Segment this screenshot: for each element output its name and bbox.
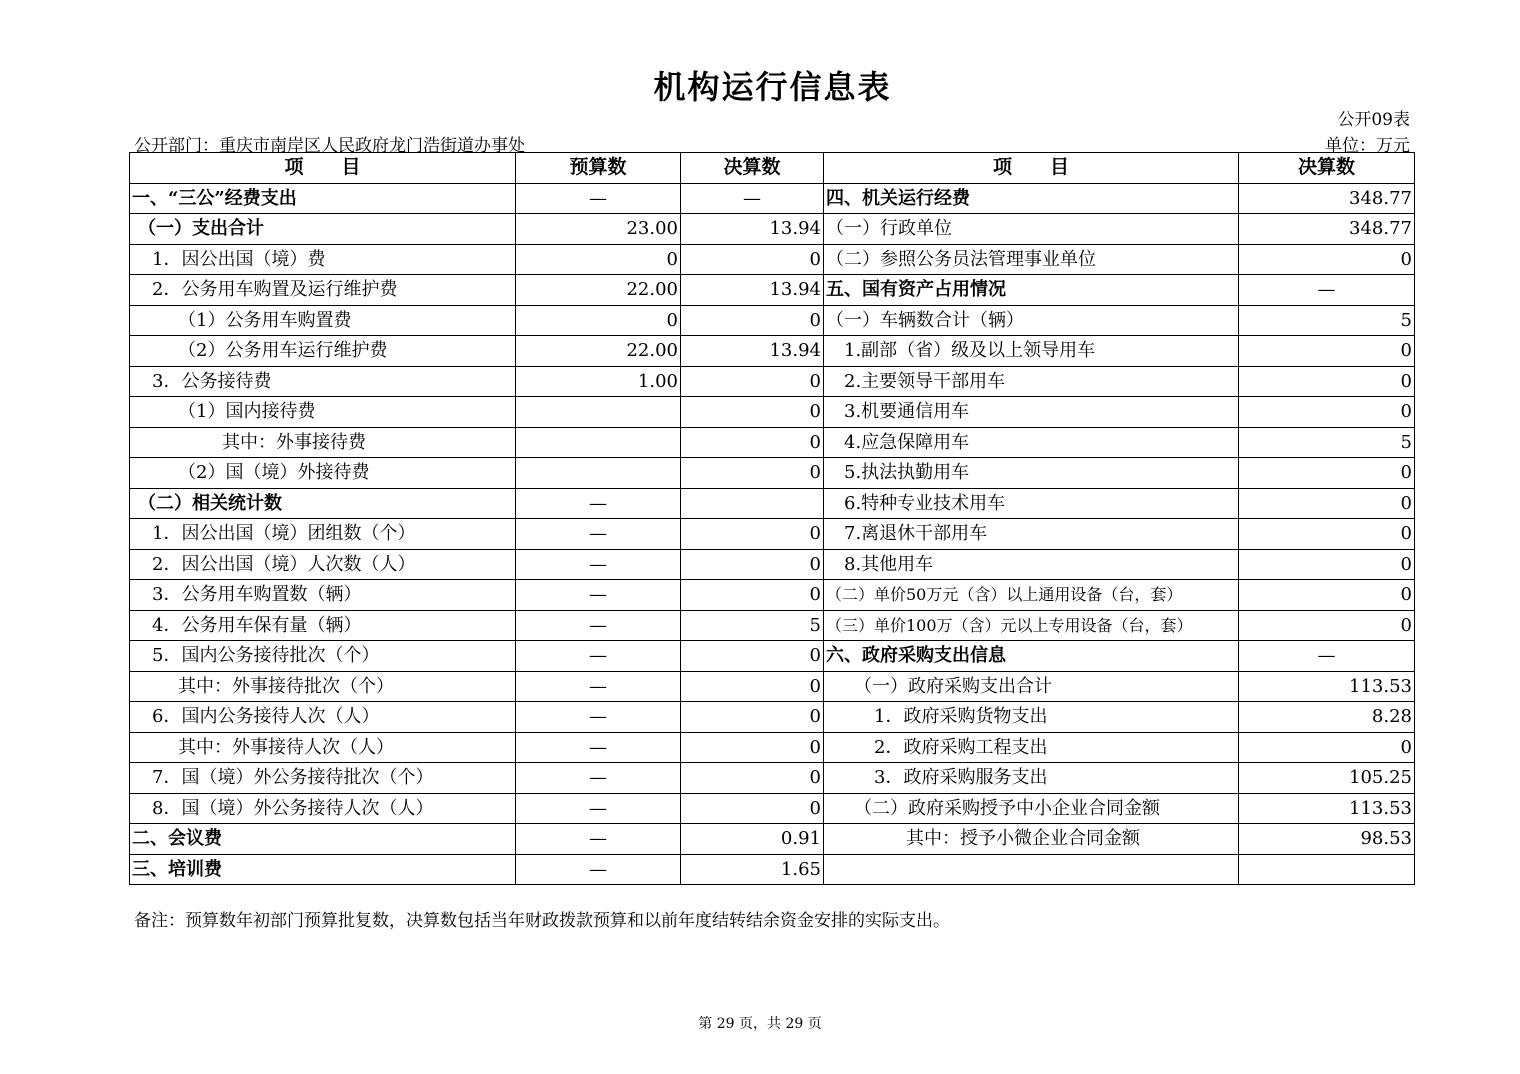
- budget-cell: —: [516, 763, 681, 794]
- budget-cell: —: [516, 824, 681, 855]
- table-row: [130, 793, 1415, 824]
- row-label-right: 1.副部（省）级及以上领导用车: [824, 336, 1239, 367]
- row-label-right: 五、国有资产占用情况: [824, 275, 1239, 306]
- final-cell-right: 0: [1239, 549, 1415, 580]
- row-label-right: 其中：授予小微企业合同金额: [824, 824, 1239, 855]
- table-row: [130, 458, 1415, 489]
- final-cell-right: 0: [1239, 336, 1415, 367]
- table-row: [130, 183, 1415, 214]
- budget-cell: [516, 427, 681, 458]
- table-row: [130, 610, 1415, 641]
- row-label-left: 其中：外事接待批次（个）: [130, 671, 516, 702]
- table-row: [130, 763, 1415, 794]
- row-label-left: 7．国（境）外公务接待批次（个）: [130, 763, 516, 794]
- budget-cell: —: [516, 793, 681, 824]
- final-cell-left: —: [681, 183, 824, 214]
- row-label-left: （一）支出合计: [130, 214, 516, 245]
- final-cell-right: 0: [1239, 610, 1415, 641]
- table-row: [130, 244, 1415, 275]
- row-label-left: （2）公务用车运行维护费: [130, 336, 516, 367]
- table-row: [130, 641, 1415, 672]
- table-row: [130, 732, 1415, 763]
- budget-cell: 23.00: [516, 214, 681, 245]
- final-cell-right: —: [1239, 275, 1415, 306]
- final-cell-left: 0: [681, 732, 824, 763]
- final-cell-left: [681, 488, 824, 519]
- final-cell-left: 0: [681, 641, 824, 672]
- table-row: [130, 336, 1415, 367]
- row-label-right: （二）参照公务员法管理事业单位: [824, 244, 1239, 275]
- final-cell-right: 0: [1239, 519, 1415, 550]
- row-label-left: 1．因公出国（境）费: [130, 244, 516, 275]
- row-label-left: 一、“三公”经费支出: [130, 183, 516, 214]
- table-row: [130, 214, 1415, 245]
- final-cell-right: 0: [1239, 488, 1415, 519]
- table-row: [130, 824, 1415, 855]
- table-row: [130, 397, 1415, 428]
- budget-cell: —: [516, 671, 681, 702]
- final-cell-right: 105.25: [1239, 763, 1415, 794]
- final-cell-left: 0: [681, 366, 824, 397]
- final-cell-right: 8.28: [1239, 702, 1415, 733]
- row-label-left: （1）国内接待费: [130, 397, 516, 428]
- final-cell-right: 0: [1239, 458, 1415, 489]
- row-label-left: 二、会议费: [130, 824, 516, 855]
- row-label-left: 2．因公出国（境）人次数（人）: [130, 549, 516, 580]
- page-title: 机构运行信息表: [653, 68, 892, 106]
- table-row: [130, 519, 1415, 550]
- final-cell-right: 98.53: [1239, 824, 1415, 855]
- header-final-left: 决算数: [681, 153, 824, 184]
- row-label-left: （1）公务用车购置费: [130, 305, 516, 336]
- final-cell-left: 13.94: [681, 214, 824, 245]
- department-label: 公开部门：重庆市南岸区人民政府龙门浩街道办事处: [134, 136, 525, 156]
- final-cell-right: [1239, 854, 1415, 885]
- final-cell-left: 0: [681, 458, 824, 489]
- unit-label: 单位：万元: [1325, 136, 1410, 156]
- final-cell-left: 0: [681, 397, 824, 428]
- row-label-right: 4.应急保障用车: [824, 427, 1239, 458]
- final-cell-right: 0: [1239, 732, 1415, 763]
- final-cell-right: 113.53: [1239, 671, 1415, 702]
- budget-cell: —: [516, 549, 681, 580]
- final-cell-right: 348.77: [1239, 183, 1415, 214]
- row-label-left: 其中：外事接待人次（人）: [130, 732, 516, 763]
- final-cell-right: —: [1239, 641, 1415, 672]
- row-label-right: 2．政府采购工程支出: [824, 732, 1239, 763]
- budget-cell: 22.00: [516, 275, 681, 306]
- final-cell-left: 0: [681, 244, 824, 275]
- final-cell-left: 5: [681, 610, 824, 641]
- final-cell-left: 0: [681, 519, 824, 550]
- final-cell-left: 0: [681, 763, 824, 794]
- row-label-right: 6.特种专业技术用车: [824, 488, 1239, 519]
- header-budget: 预算数: [516, 153, 681, 184]
- budget-cell: [516, 397, 681, 428]
- row-label-left: 4．公务用车保有量（辆）: [130, 610, 516, 641]
- row-label-right: 四、机关运行经费: [824, 183, 1239, 214]
- row-label-left: 3．公务用车购置数（辆）: [130, 580, 516, 611]
- final-cell-left: 0.91: [681, 824, 824, 855]
- row-label-right: （一）政府采购支出合计: [824, 671, 1239, 702]
- final-cell-right: 5: [1239, 427, 1415, 458]
- final-cell-left: 0: [681, 580, 824, 611]
- table-row: [130, 427, 1415, 458]
- row-label-right: （二）政府采购授予中小企业合同金额: [824, 793, 1239, 824]
- budget-cell: 22.00: [516, 336, 681, 367]
- final-cell-left: 13.94: [681, 275, 824, 306]
- final-cell-right: 0: [1239, 580, 1415, 611]
- budget-cell: —: [516, 854, 681, 885]
- row-label-left: 三、培训费: [130, 854, 516, 885]
- table-note: 备注：预算数年初部门预算批复数，决算数包括当年财政拨款预算和以前年度结转结余资金安排的实际支出。: [134, 911, 950, 931]
- row-label-right: 1．政府采购货物支出: [824, 702, 1239, 733]
- table-row: [130, 366, 1415, 397]
- row-label-right: （二）单价50万元（含）以上通用设备（台，套）: [824, 580, 1239, 611]
- row-label-left: 6．国内公务接待人次（人）: [130, 702, 516, 733]
- table-row: [130, 305, 1415, 336]
- row-label-left: 1．因公出国（境）团组数（个）: [130, 519, 516, 550]
- final-cell-right: 0: [1239, 244, 1415, 275]
- row-label-right: 六、政府采购支出信息: [824, 641, 1239, 672]
- row-label-left: 其中：外事接待费: [130, 427, 516, 458]
- operation-info-table: [129, 152, 1415, 885]
- table-row: [130, 488, 1415, 519]
- budget-cell: —: [516, 580, 681, 611]
- header-item-left: 项 目: [130, 153, 516, 184]
- row-label-left: 8．国（境）外公务接待人次（人）: [130, 793, 516, 824]
- budget-cell: —: [516, 702, 681, 733]
- budget-cell: —: [516, 610, 681, 641]
- row-label-right: 3．政府采购服务支出: [824, 763, 1239, 794]
- final-cell-left: 1.65: [681, 854, 824, 885]
- budget-cell: —: [516, 183, 681, 214]
- row-label-right: （一）行政单位: [824, 214, 1239, 245]
- final-cell-right: 348.77: [1239, 214, 1415, 245]
- table-row: [130, 275, 1415, 306]
- table-row: [130, 549, 1415, 580]
- table-header-row: [130, 153, 1415, 184]
- row-label-right: 3.机要通信用车: [824, 397, 1239, 428]
- final-cell-left: 13.94: [681, 336, 824, 367]
- budget-cell: —: [516, 641, 681, 672]
- final-cell-left: 0: [681, 549, 824, 580]
- budget-cell: —: [516, 488, 681, 519]
- final-cell-left: 0: [681, 671, 824, 702]
- final-cell-left: 0: [681, 305, 824, 336]
- final-cell-right: 0: [1239, 397, 1415, 428]
- row-label-left: 2．公务用车购置及运行维护费: [130, 275, 516, 306]
- row-label-right: 8.其他用车: [824, 549, 1239, 580]
- final-cell-right: 0: [1239, 366, 1415, 397]
- row-label-left: 5．国内公务接待批次（个）: [130, 641, 516, 672]
- page-footer: 第 29 页，共 29 页: [698, 1016, 822, 1032]
- final-cell-left: 0: [681, 427, 824, 458]
- final-cell-right: 5: [1239, 305, 1415, 336]
- budget-cell: 1.00: [516, 366, 681, 397]
- row-label-right: （一）车辆数合计（辆）: [824, 305, 1239, 336]
- row-label-left: （2）国（境）外接待费: [130, 458, 516, 489]
- final-cell-left: 0: [681, 702, 824, 733]
- table-number: 公开09表: [1337, 110, 1410, 130]
- table-row: [130, 854, 1415, 885]
- row-label-right: （三）单价100万（含）元以上专用设备（台，套）: [824, 610, 1239, 641]
- final-cell-right: 113.53: [1239, 793, 1415, 824]
- budget-cell: —: [516, 732, 681, 763]
- table-row: [130, 671, 1415, 702]
- budget-cell: 0: [516, 244, 681, 275]
- budget-cell: 0: [516, 305, 681, 336]
- row-label-left: （二）相关统计数: [130, 488, 516, 519]
- header-item-right: 项 目: [824, 153, 1239, 184]
- row-label-left: 3．公务接待费: [130, 366, 516, 397]
- row-label-right: 5.执法执勤用车: [824, 458, 1239, 489]
- header-final-right: 决算数: [1239, 153, 1415, 184]
- table-row: [130, 702, 1415, 733]
- final-cell-left: 0: [681, 793, 824, 824]
- budget-cell: —: [516, 519, 681, 550]
- table-row: [130, 580, 1415, 611]
- row-label-right: 7.离退休干部用车: [824, 519, 1239, 550]
- budget-cell: [516, 458, 681, 489]
- row-label-right: 2.主要领导干部用车: [824, 366, 1239, 397]
- row-label-right: [824, 854, 1239, 885]
